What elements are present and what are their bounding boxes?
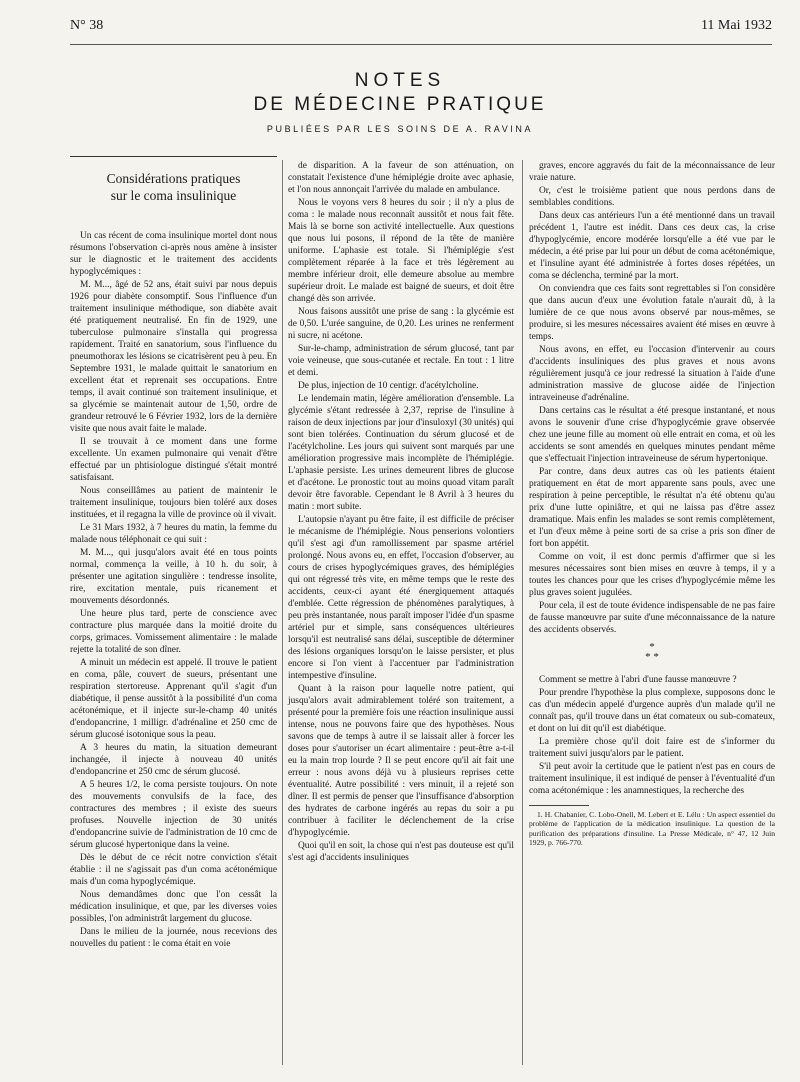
paragraph: graves, encore aggravés du fait de la méconnaissance de leur vraie nature. (529, 161, 775, 183)
paragraph: A minuit un médecin est appelé. Il trouve le patient en coma, pâle, couvert de sueurs, présentant une respiration stertoreuse. Apprenant qu'il s'agit d'un diabétique, il pense aussitôt à la possibilité d'un coma acétonémique, et il injecte sur-le-champ 40 unités d'endopancrine, 1 milligr. d'adrénaline et 250 cmc de sérum glucosé isotonique sous la peau. (70, 658, 277, 740)
column-1 (70, 170, 277, 951)
paragraph: Quant à la raison pour laquelle notre patient, qui jusqu'alors avait admirablement toléré son traitement, a présenté pour la première fois une réaction insulinique aussi intense, nous ne pouvons faire que des hypothèses. Nous savons que de temps à autre il se laissait aller à forcer les doses pour s'autoriser un écart alimentaire : peut-être a-t-il eu la main trop lourde ? Il se peut encore qu'il ait fait une erreur : nous avons déjà vu à plusieurs reprises cette éventualité. Autre possibilité : vers minuit, il a rejeté son dîner. Il est permis de penser que l'insuffisance d'absorption des hydrates de carbone ingérés au repas du soir a pu contribuer à faciliter le déclenchement de la crise d'hypoglycémie. (288, 684, 514, 838)
column-3-body-b (529, 674, 775, 797)
issue-number: N° 38 (70, 18, 104, 33)
column-2 (288, 160, 514, 865)
paragraph: Une heure plus tard, perte de conscience avec contracture plus marquée dans la moitié droite du corps, grimaces. Vomissement alimentaire : le malade rejette la totalité de son dîner. (70, 609, 277, 655)
paragraph: Dès le début de ce récit notre conviction s'était établie : il ne s'agissait pas d'un coma acétonémique mais d'un coma hypoglycémique. (70, 853, 277, 887)
paragraph: Le lendemain matin, légère amélioration d'ensemble. La glycémie s'étant redressée à 2,37, reprise de l'insuline à raison de deux injections par jour d'insuloxyl (30 unités) qui sont bien tolérées. Continuation du sérum glucosé et de l'acétylcholine. Les jours qui suivent sont marqués par une amélioration progressive mais incomplète de l'hémiplégie. L'aphasie persiste. Les urines demeurent libres de glucose et d'acétone. Le pronostic tout au moins quoad vitam paraît devoir être favorable. Cependant le 8 Avril à 3 heures du matin : mort subite. (288, 394, 514, 512)
column-3-body (529, 160, 775, 636)
paragraph: Par contre, dans deux autres cas où les patients étaient pratiquement en état de mort apparente sans pouls, avec une respiration à peine perceptible, le résultat n'a été obtenu qu'au prix d'une lutte opiniâtre, et qui ne laissa pas d'être assez dramatique. Mais enfin les malades se sont remis complètement, et l'un d'eux même à peine sorti de sa crise a pris son dîner de fort bon appétit. (529, 467, 775, 549)
paragraph: A 5 heures 1/2, le coma persiste toujours. On note des mouvements convulsifs de la face, des contractures des membres ; il existe des sueurs profuses. Nouvelle injection de 30 unités d'endopancrine suivie de l'administration de 10 cmc de sérum glucosé hypertonique dans la veine. (70, 780, 277, 850)
issue-date: 11 Mai 1932 (700, 18, 772, 33)
paragraph: Comment se mettre à l'abri d'une fausse manœuvre ? (539, 675, 737, 685)
paragraph: On conviendra que ces faits sont regrettables si l'on considère que dans aucun d'eux une évolution fatale n'aurait dû, à la lumière de ce que nous avons observé par nous-mêmes, se produire, si les mesures nécessaires avaient été mises en œuvre à temps. (529, 284, 775, 342)
paragraph: La première chose qu'il doit faire est de s'informer du traitement suivi jusqu'alors par le patient. (529, 737, 775, 759)
paragraph: M. M..., qui jusqu'alors avait été en tous points normal, commença la veille, à 10 h. du soir, à présenter une agitation singulière : tendresse insolite, rire, excitation mentale, puis ricanement et mouvements désordonnés. (70, 548, 277, 606)
paragraph: Pour prendre l'hypothèse la plus complexe, supposons donc le cas d'un médecin appelé d'urgence auprès d'un malade qu'il ne connaît pas, qu'il trouve dans un état comateux ou sub-comateux, et dont on lui dit qu'il est diabétique. (529, 688, 775, 734)
paragraph: Nous avons, en effet, eu l'occasion d'intervenir au cours d'accidents insuliniques des plus graves et nous avons régulièrement jusqu'à ce jour redressé la situation à l'aide d'une administration massive de glucose aidée de l'injection intraveineuse d'adrénaline. (529, 345, 775, 403)
paragraph: S'il peut avoir la certitude que le patient n'est pas en cours de traitement insulinique, il est indiqué de penser à l'éventualité d'un coma acétonémique : les anamnestiques, la recherche des (529, 762, 775, 796)
paragraph: Pour cela, il est de toute évidence indispensable de ne pas faire de fausse manœuvre par suite d'une méconnaissance de la nature des accidents observés. (529, 601, 775, 635)
paragraph: De plus, injection de 10 centigr. d'acétylcholine. (298, 381, 479, 391)
paragraph: M. M..., âgé de 52 ans, était suivi par nous depuis 1926 pour diabète consomptif. Sous l'influence d'un traitement insulinique méthodique, son diabète avait été pratiquement neutralisé. En fin de 1929, une tuberculose pulmonaire s'installa qui progressa rapidement. Traité en sanatorium, sous l'influence du pneumothorax les lésions se cicatrisèrent peu à peu. En Septembre 1931, le malade quittait le sanatorium en excellent état et reprenait ses occupations. Entre temps, il avait continué son traitement insulinique, et sa glycémie se maintenait autour de 1,50, ordre de grandeur retrouvé le 6 Février 1932, lors de la dernière visite que nous avait faite le malade. (70, 280, 277, 434)
title-rule (70, 156, 277, 157)
masthead-line3: PUBLIÉES PAR LES SOINS DE A. RAVINA (266, 124, 534, 134)
paragraph: Le 31 Mars 1932, à 7 heures du matin, la femme du malade nous téléphonait ce qui suit : (70, 523, 277, 545)
paragraph: A 3 heures du matin, la situation demeurant inchangée, il injecte à nouveau 40 unités d'endopancrine et 250 cmc de sérum glucosé. (70, 743, 277, 777)
column-divider-1 (282, 160, 283, 1065)
paragraph: Dans certains cas le résultat a été presque instantané, et nous avons le souvenir d'une crise d'hypoglycémie grave observée chez une jeune fille au moment où elle entrait en coma, et où les accidents se sont amendés en quelques minutes pendant même que s'effectuait l'injection intraveineuse de sérum hypertonique. (529, 406, 775, 464)
masthead-line2: DE MÉDECINE PRATIQUE (253, 94, 547, 115)
paragraph: Dans le milieu de la journée, nous recevions des nouvelles du patient : le coma était en voie (70, 927, 277, 949)
column-2-body (288, 160, 514, 864)
page-header (70, 18, 772, 38)
masthead-line1: NOTES (354, 70, 446, 91)
paragraph: Dans deux cas antérieurs l'un a été mentionné dans un travail précédent 1, l'autre est inédit. Dans ces deux cas, la crise d'hypoglycémie, encore modérée lorsqu'elle a été vue par le médecin, a été prise par lui pour un début de coma acétonémique, et l'insuline ayant été administrée à fortes doses répétées, un coma se déclencha, terminé par la mort. (529, 211, 775, 281)
paragraph: Nous faisons aussitôt une prise de sang : la glycémie est de 0,50. L'urée sanguine, de 0,20. Les urines ne renferment ni sucre, ni acétone. (288, 307, 514, 341)
footnote-rule (529, 805, 589, 806)
paragraph: Or, c'est le troisième patient que nous perdons dans de semblables conditions. (529, 186, 775, 208)
column-divider-2 (522, 160, 523, 1065)
paragraph: L'autopsie n'ayant pu être faite, il est difficile de préciser le mécanisme de l'hémiplégie. Nous penserions volontiers qu'il s'est agi d'un ramollissement par spasme artériel prolongé. Nous avons eu, en effet, l'occasion d'observer, au cours de crises hypoglycémiques graves, des hémiplégies qui ont régressé très vite, en même temps que le reste des accidents, ceux-ci ayant été énergiquement attaqués d'emblée. Cette régression de phénomènes paralytiques, à peu près instantanée, nous paraît imposer l'idée d'un spasme artériel pur et simple, sans conséquences ultérieures lorsqu'il est neutralisé sans délai, susceptible de déterminer des lésions organiques lorsqu'on le laisse persister, et plus encore si l'on vient à l'accentuer par l'administration intempestive d'insuline. (288, 515, 514, 681)
column-3 (529, 160, 775, 848)
article-title (70, 170, 277, 204)
paragraph: Quoi qu'il en soit, la chose qui n'est pas douteuse est qu'il s'est agi d'accidents insuliniques (288, 841, 514, 863)
article-title-line2: sur le coma insulinique (110, 188, 237, 203)
paragraph: Sur-le-champ, administration de sérum glucosé, tant par voie veineuse, que sous-cutanée et rectale. En tout : 1 litre et demi. (288, 344, 514, 378)
paragraph: Nous conseillâmes au patient de maintenir le traitement insulinique, toujours bien toléré aux doses instituées, et il regagna la ville de province où il vivait. (70, 486, 277, 520)
masthead (0, 70, 800, 134)
paragraph: Un cas récent de coma insulinique mortel dont nous résumons l'observation ci-après nous amène à insister sur le diagnostic et le traitement des accidents hypoglycémiques : (70, 231, 277, 277)
paragraph: Nous le voyons vers 8 heures du soir ; il n'y a plus de coma : le malade nous reconnaît aussitôt et nous fait fête. Mais là se borne son activité intellectuelle. Aux questions que nous lui posons, il répond de la tête de manière uniforme. L'aphasie est totale. Si l'hémiplégie s'est complètement réparée à la face et très légèrement au membre inférieur droit, elle demeure absolue au membre supérieur droit. Le malade est baigné de sueurs, et doit être changé dès son arrivée. (288, 198, 514, 304)
paragraph: de disparition. A la faveur de son atténuation, on constatait l'existence d'une hémiplégie droite avec aphasie, et l'on nous annonçait l'arrivée du malade en ambulance. (288, 161, 514, 195)
footnote: 1. H. Chabanier, C. Lobo-Onell, M. Lebert et E. Lélu : Un aspect essentiel du problème de l'application de la médication insulinique. La question de la purification des préparations d'insuline. La Presse Médicale, n° 47, 12 Juin 1929, p. 766-770. (529, 810, 775, 848)
header-rule (70, 44, 772, 45)
column-1-body (70, 230, 277, 950)
paragraph: Comme on voit, il est donc permis d'affirmer que si les mesures nécessaires sont bien mises en œuvre à temps, il y a toutes les chances pour que les crises d'hypoglycémie même les plus graves soient jugulées. (529, 552, 775, 598)
article-title-line1: Considérations pratiques (106, 171, 241, 186)
paragraph: Il se trouvait à ce moment dans une forme excellente. Un examen pulmonaire qui venait d'être effectué par un phtisiologue distingué s'était montré satisfaisant. (70, 437, 277, 483)
paragraph: Nous demandâmes donc que l'on cessât la médication insulinique, et que, par les diverses voies possibles, l'on administrât largement du glucose. (70, 890, 277, 924)
section-stars: * * * (645, 641, 659, 663)
